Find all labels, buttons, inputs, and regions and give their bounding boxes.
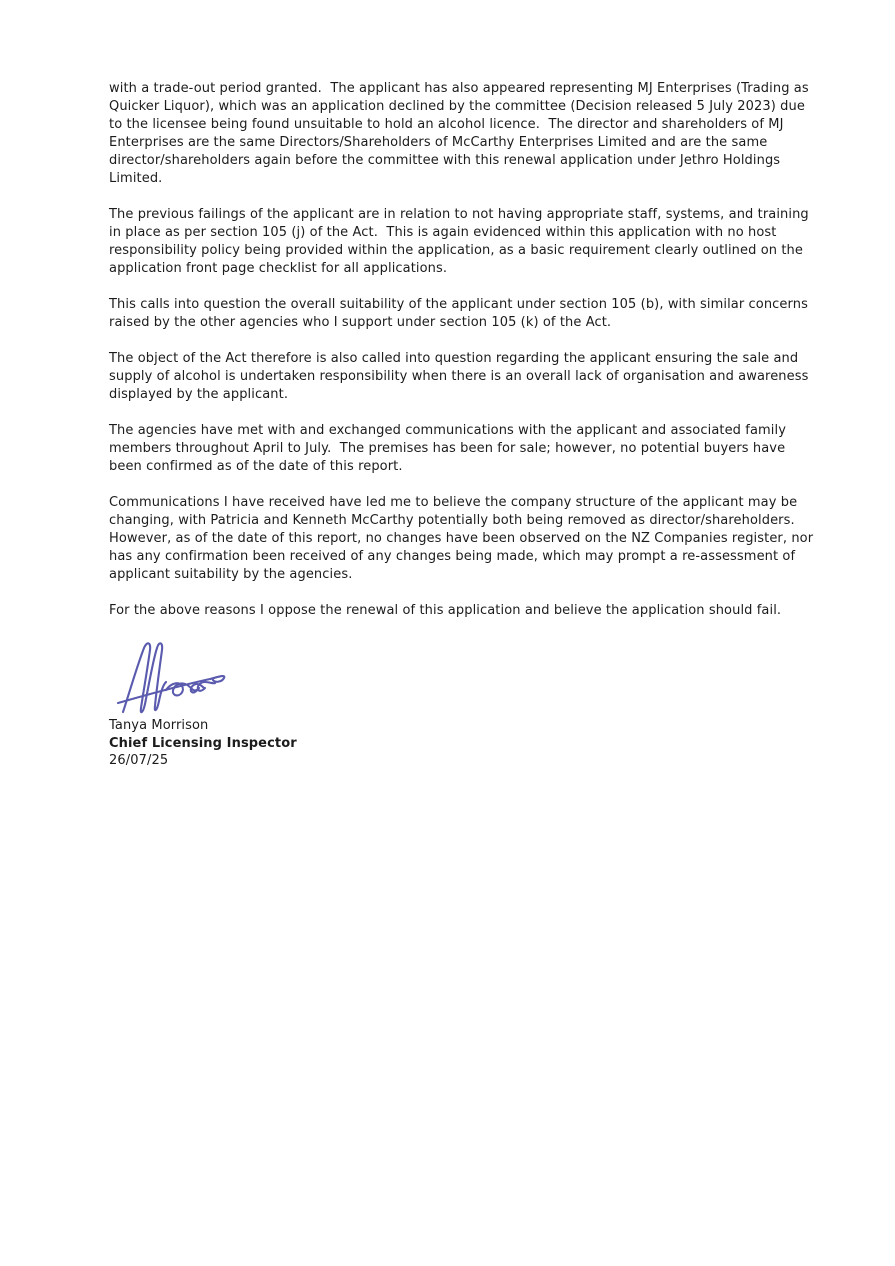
paragraph: This calls into question the overall suitability of the applicant under section 105 (b), with similar concerns raised by the other agencies who I support under section 105 (k) of the Act. xyxy=(109,297,813,330)
paragraph: The agencies have met with and exchanged communications with the applicant and associated family members throughout April to July. The premises has been for sale; however, no potential buyers have been confirmed as of the date of this report. xyxy=(109,423,791,474)
paragraph: For the above reasons I oppose the renewal of this application and believe the application should fail. xyxy=(109,603,782,618)
signer-title: Chief Licensing Inspector xyxy=(109,735,297,751)
paragraph: The object of the Act therefore is also called into question regarding the applicant ensuring the sale and supply of alcohol is undertaken responsibility when there is an overall lack of organisation and awareness displayed by the applicant. xyxy=(109,351,813,402)
handwritten-signature xyxy=(116,638,236,716)
signoff-date: 26/07/25 xyxy=(109,753,169,768)
paragraph: with a trade-out period granted. The applicant has also appeared representing MJ Enterprises (Trading as Quicker Liquor), which was an application declined by the committee (Decision released 5 July 2023) due to the licensee being found unsuitable to hold an alcohol licence. The director and shareholders of MJ Enterprises are the same Directors/Shareholders of McCarthy Enterprises Limited and are the same director/shareholders again before the committee with this renewal application under Jethro Holdings Limited. xyxy=(109,81,813,186)
signature-ink xyxy=(116,638,236,716)
letter-body xyxy=(109,80,818,638)
paragraph: The previous failings of the applicant are in relation to not having appropriate staff, systems, and training in place as per section 105 (j) of the Act. This is again evidenced within this application with no host responsibility policy being provided within the application, as a basic requirement clearly outlined on the application front page checklist for all applications. xyxy=(109,207,814,276)
signer-name: Tanya Morrison xyxy=(109,718,209,733)
signoff-block xyxy=(109,717,297,770)
paragraph: Communications I have received have led me to believe the company structure of the applicant may be changing, with Patricia and Kenneth McCarthy potentially both being removed as director/shareholders. However, as of the date of this report, no changes have been observed on the NZ Companies register, nor has any confirmation been received of any changes being made, which may prompt a re-assessment of applicant suitability by the agencies. xyxy=(109,495,818,582)
